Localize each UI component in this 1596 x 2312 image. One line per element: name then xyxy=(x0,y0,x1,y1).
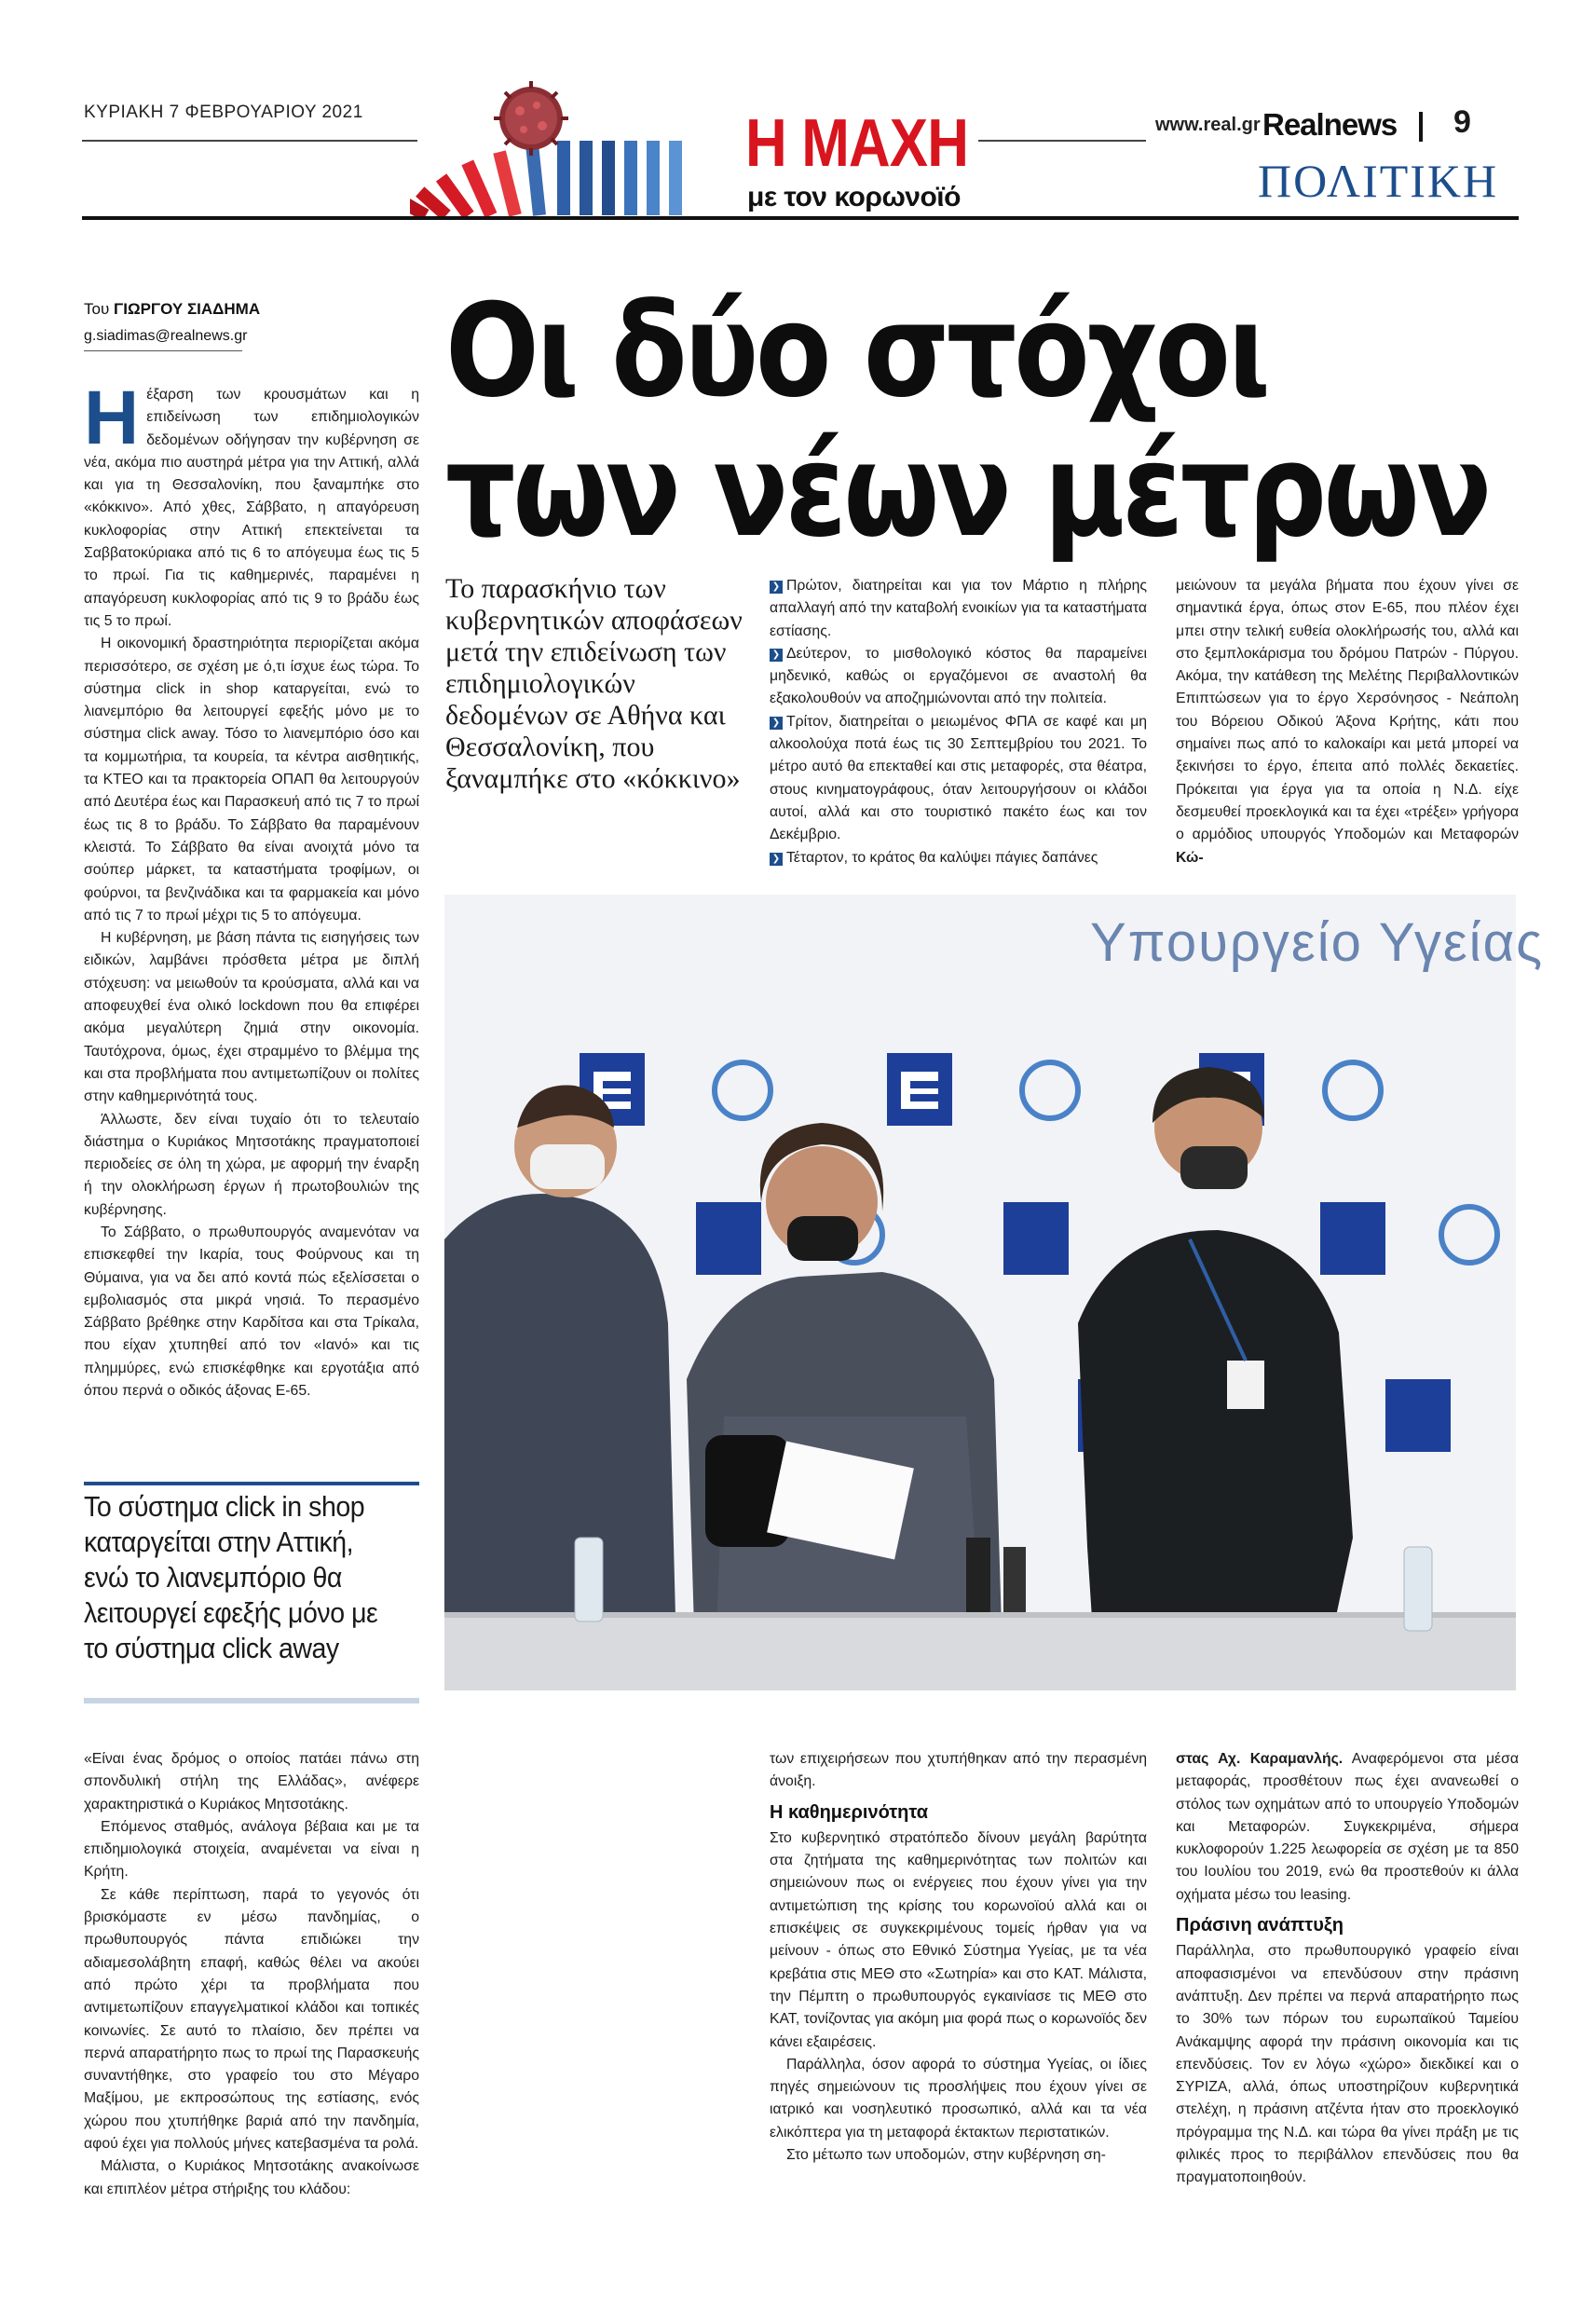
paragraph: Μάλιστα, ο Κυριάκος Μητσοτάκης ανακοίνωσε και επιπλέον μέτρα στήριξης του κλάδου: xyxy=(84,2158,419,2197)
lead-text: έξαρση των κρουσμάτων και η επιδείνωση των επιδημιολογικών δεδομένων οδήγησαν την κυβέρνηση σε νέα, ακόμα πιο αυστηρά μέτρα για την Αττική, αλλά και για τη Θεσσαλονίκη, που ξαναμπήκε στο «κόκκινο». Από χθες, Σάββατο, η απαγόρευση κυκλοφορίας στην Αττική επεκτείνεται τα Σαββατοκύριακα από τις 6 το απόγευμα έως τις 5 το πρωί. Για τις καθημερινές, παραμένει η απαγόρευση κυκλοφορίας από τις 9 το βράδυ έως τις 5 το πρωί. xyxy=(84,387,419,629)
paragraph: Παράλληλα, όσον αφορά το σύστημα Υγείας, οι ίδιες πηγές σημειώνουν τις προσλήψεις που έχουν γίνει σε ιατρικό και νοσηλευτικό προσωπικό, αλλά και τα νέα ελικόπτερα για τη μεταφορά έκτακτων περιστατικών. xyxy=(770,2056,1147,2141)
paragraph: Η οικονομική δραστηριότητα περιορίζεται ακόμα περισσότερο, σε σχέση με ό,τι ίσχυε έως τώρα. Το σύστημα click in shop καταργείται, ενώ το λιανεμπόριο θα λειτουργεί εφεξής μόνο με το σύστημα click away. Τόσο το λιανεμπόριο όσο και τα κομμωτήρια, τα κουρεία, τα κέντρα αισθητικής, τα ΚΤΕΟ και τα πρακτορεία ΟΠΑΠ θα λειτουργούν από Δευτέρα έως και Παρασκευή από τις 7 το πρωί έως τις 8 το βράδυ. Το Σάββατο θα παραμένουν κλειστά. Το Σάββατο θα είναι ανοιχτά μόνο τα σούπερ μάρκετ, τα καταστήματα τροφίμων, οι φούρνοι, τα βενζινάδικα και τα φαρμακεία και μόνο από τις 7 το πρωί μέχρι τις 5 το απόγευμα. xyxy=(84,636,419,923)
column-2 xyxy=(770,575,1147,869)
headline-line-2: των νέων μέτρων xyxy=(445,416,1489,566)
brand-logo: Realnews xyxy=(1262,107,1398,142)
bullet-item: ❯ Δεύτερον, το μισθολογικό κόστος θα παραμείνει μηδενικό, καθώς οι εργαζόμενοι σε αναστολή θα εξακολουθούν να αποζημιώνονται από την πολιτεία. xyxy=(770,645,1147,707)
bottom-column-1 xyxy=(84,1748,419,2201)
header-rule-left xyxy=(82,140,417,142)
bullet-item: ❯ Πρώτον, διατηρείται και για τον Μάρτιο η πλήρης απαλλαγή από την καταβολή ενοικίων για τα καταστήματα εστίασης. xyxy=(770,578,1147,639)
arrow-bullet-icon: ❯ xyxy=(770,853,783,866)
photo-sign-text: Υπουργείο Υγείας xyxy=(1090,912,1545,973)
column-1 xyxy=(84,376,419,1402)
paragraph: Άλλωστε, δεν είναι τυχαίο ότι το τελευταίο διάστημα ο Κυριάκος Μητσοτάκης πραγματοποιεί περιοδείες σε όλη τη χώρα, με αφορμή την έναρξη ή την ολοκλήρωση έργων ή πρωτοβουλιών της κυβέρνησης. xyxy=(84,1111,419,1218)
email-underline xyxy=(84,350,242,351)
header-rule-right xyxy=(978,140,1146,142)
drop-cap: Η xyxy=(84,376,140,460)
paragraph: Το Σάββατο, ο πρωθυπουργός αναμενόταν να επισκεφθεί την Ικαρία, τους Φούρνους και τη Θύμαινα, για να δει από κοντά πώς εξελίσσεται ο εμβολιασμός στα μικρά νησιά. Το περασμένο Σάββατο βρέθηκε στην Καρδίτσα και στα Τρίκαλα, που είχαν χτυπηθεί από τον «Ιανό» και τις πλημμύρες, ενώ επισκέφθηκε και εργοτάξια από όπου περνά ο οδικός άξονας Ε-65. xyxy=(84,1224,419,1400)
pullquote-bottom-bar xyxy=(84,1698,419,1703)
paragraph: «Είναι ένας δρόμος ο οποίος πατάει πάνω στη σπονδυλική στήλη της Ελλάδας», ανέφερε χαρακτηριστικά ο Κυριάκος Μητσοτάκης. xyxy=(84,1751,419,1813)
paragraph: Επόμενος σταθμός, ανάλογα βέβαια και με τα επιδημιολογικά στοιχεία, αναμένεται να είναι η Κρήτη. xyxy=(84,1818,419,1881)
logo-title: Η ΜΑΧΗ xyxy=(745,106,969,181)
pullquote-top-rule xyxy=(84,1482,419,1485)
column-3 xyxy=(1176,575,1519,869)
paragraph: Στο μέτωπο των υποδομών, στην κυβέρνηση ση- xyxy=(786,2147,1106,2164)
paragraph: Η κυβέρνηση, με βάση πάντα τις εισηγήσεις των ειδικών, λαμβάνει πρόσθετα μέτρα με διπλή στόχευση: να μειωθούν τα κρούσματα, αλλά και να αποφευχθεί ένα ολικό lockdown που θα επιφέρει ακόμα μεγαλύτερη ζημιά στην οικονομία. Ταυτόχρονα, όμως, έχει στραμμένο το βλέμμα της και στα προβλήματα που αντιμετωπίζουν οι πολίτες στην καθημερινότητά τους. xyxy=(84,930,419,1105)
photo-illustration xyxy=(444,895,1516,1690)
domino-bars xyxy=(410,141,682,219)
paragraph: Σε κάθε περίπτωση, παρά το γεγονός ότι βρισκόμαστε εν μέσω πανδημίας, ο πρωθυπουργός πάντα επιδιώκει την αδιαμεσολάβητη επαφή, καθώς θέλει να ακούει από πρώτο χέρι τα προβλήματα που αντιμετωπίζουν επαγγελματικοί κλάδοι και τοπικές κοινωνίες. Σε αυτό το πλαίσιο, δεν πρέπει να περνά απαρατήρητο πως το πρωί της Παρασκευής συναντήθηκε, στο γραφείο του στο Μέγαρο Μαξίμου, με εκπροσώπους της εστίασης, ενός χώρου που χτυπήθηκε βαριά από την πανδημία, αφού έχει για πολλούς μήνες κατεβασμένα τα ρολά. xyxy=(84,1886,419,2153)
byline-prefix: Του xyxy=(84,300,110,318)
paragraph: μειώνουν τα μεγάλα βήματα που έχουν γίνει σε σημαντικά έργα, όπως στον Ε-65, που πλέον έχει μπει στην τελική ευθεία ολοκλήρωσής του, αλλά και στο ξεμπλοκάρισμα του δρόμου Πατρών - Πύργου. Ακόμα, την κατάθεση της Μελέτης Περιβαλλοντικών Επιπτώσεων για το έργο Χερσόνησος - Νεάπολη του Βόρειου Οδικού Άξονα Κρήτης, κάτι που σημαίνει πως από το καλοκαίρι και μετά μπορεί να ξεκινήσει το έργο, έπειτα από πολλές δεκαετίες. Πρόκειται για έργα για τα οποία η Ν.Δ. είχε δεσμευθεί προεκλογικά και τα έχει «τρέξει» γρήγορα ο αρμόδιος υπουργός Υποδομών και Μεταφορών Κώ- xyxy=(1176,578,1519,866)
page-number: 9 xyxy=(1453,104,1471,140)
author-email[interactable]: g.siadimas@realnews.gr xyxy=(84,328,248,344)
section-title: ΠΟΛΙΤΙΚΗ xyxy=(1258,155,1499,207)
byline xyxy=(84,300,260,319)
pullquote: Το σύστημα click in shop καταργείται στην Αττική, ενώ το λιανεμπόριο θα λειτουργεί εφεξής μόνο με το σύστημα click away xyxy=(84,1490,378,1664)
paragraph: Παράλληλα, στο πρωθυπουργικό γραφείο είναι αποφασισμένοι να επενδύσουν στην πράσινη ανάπτυξη. Δεν πρέπει να περνά απαρατήρητο πως το 30% των πόρων του ευρωπαϊκού Ταμείου Ανάκαμψης αφορά την πράσινη οικονομία και τις επενδύσεις. Τον εν λόγω «χώρο» διεκδικεί και ο ΣΥΡΙΖΑ, αλλά, όπως υποστηρίζουν κυβερνητικά στελέχη, η πράσινη ατζέντα ήταν στο προεκλογικό πρόγραμμα της Ν.Δ. και τώρα θα γίνει πράξη με τις φιλικές προς το περιβάλλον επενδύσεις που θα πραγματοποιηθούν. xyxy=(1176,1943,1519,2186)
arrow-bullet-icon: ❯ xyxy=(770,581,783,594)
logo-subtitle: με τον κορωνοϊό xyxy=(747,182,961,212)
headline xyxy=(445,276,1489,566)
deck: Το παρασκήνιο των κυβερνητικών αποφάσεων μετά την επιδείνωση των επιδημιολογικών δεδομένων σε Αθήνα και Θεσσαλονίκη, που ξαναμπήκε στο «κόκκινο» xyxy=(445,573,743,794)
bottom-column-2 xyxy=(770,1748,1147,2167)
bottom-column-3 xyxy=(1176,1748,1519,2190)
bullet-item: ❯ Τρίτον, διατηρείται ο μειωμένος ΦΠΑ σε καφέ και μη αλκοολούχα ποτά έως τις 30 Σεπτεμβρίου του 2021. Το μέτρο αυτό θα επεκταθεί και στις μεταφορές, στα θέατρα, στους κινηματογράφους, όταν λειτουργήσουν οι κλάδοι αυτοί, αλλά και στο τουριστικό πακέτο έως και τον Δεκέμβριο. xyxy=(770,713,1147,843)
press-conference-photo xyxy=(444,895,1516,1690)
lead-paragraph xyxy=(84,376,419,633)
header-divider xyxy=(82,216,1519,220)
podium-edge xyxy=(444,1612,1516,1618)
website-link[interactable]: www.real.gr xyxy=(1155,115,1261,135)
paragraph: των επιχειρήσεων που χτυπήθηκαν από την περασμένη άνοιξη. xyxy=(770,1751,1147,1790)
coronavirus-logo-graphic xyxy=(410,79,745,219)
paragraph: στας Αχ. Καραμανλής. Αναφερόμενοι στα μέσα μεταφοράς, προσθέτουν πως έχει ανανεωθεί ο στόλος των οχημάτων από το υπουργείο Υποδομών και Μεταφορών. Συγκεκριμένα, σήμερα κυκλοφορούν 1.225 λεωφορεία σε σχέση με τα 850 του Ιουλίου του 2019, ενώ θα προστεθούν κι άλλα οχήματα μέσω του leasing. xyxy=(1176,1751,1519,1903)
bullet-item: ❯ Τέταρτον, το κράτος θα καλύψει πάγιες δαπάνες xyxy=(770,847,1147,869)
headline-line-1: Οι δύο στόχοι xyxy=(445,276,1268,426)
paragraph: Στο κυβερνητικό στρατόπεδο δίνουν μεγάλη βαρύτητα στα ζητήματα της καθημερινότητας των πολιτών και σημειώνουν πως οι ενέργειες που έχουν γίνει για την αντιμετώπιση της κρίσης του κορωνοϊού αλλά και οι επισκέψεις σε συγκεκριμένους τομείς ήρθαν για να μείνουν - όπως στο Εθνικό Σύστημα Υγείας, με τα νέα κρεβάτια στις ΜΕΘ στο «Σωτηρία» και στο ΚΑΤ. Μάλιστα, την Πέμπτη ο πρωθυπουργός εγκαινίασε τις ΜΕΘ στο ΚΑΤ, τονίζοντας για ακόμη μια φορά πως ο κορωνοϊός δεν κάνει εξαιρέσεις. xyxy=(770,1829,1147,2050)
podium xyxy=(444,1612,1516,1690)
issue-date: ΚΥΡΙΑΚΗ 7 ΦΕΒΡΟΥΑΡΙΟΥ 2021 xyxy=(84,103,363,122)
arrow-bullet-icon: ❯ xyxy=(770,717,783,730)
page-separator xyxy=(1419,112,1423,142)
subhead-green-growth: Πράσινη ανάπτυξη xyxy=(1176,1915,1344,1936)
virus-icon xyxy=(494,81,568,156)
author-name: ΓΙΩΡΓΟΥ ΣΙΑΔΗΜΑ xyxy=(114,300,261,318)
arrow-bullet-icon: ❯ xyxy=(770,649,783,662)
subhead-daily-life: Η καθημερινότητα xyxy=(770,1801,929,1823)
